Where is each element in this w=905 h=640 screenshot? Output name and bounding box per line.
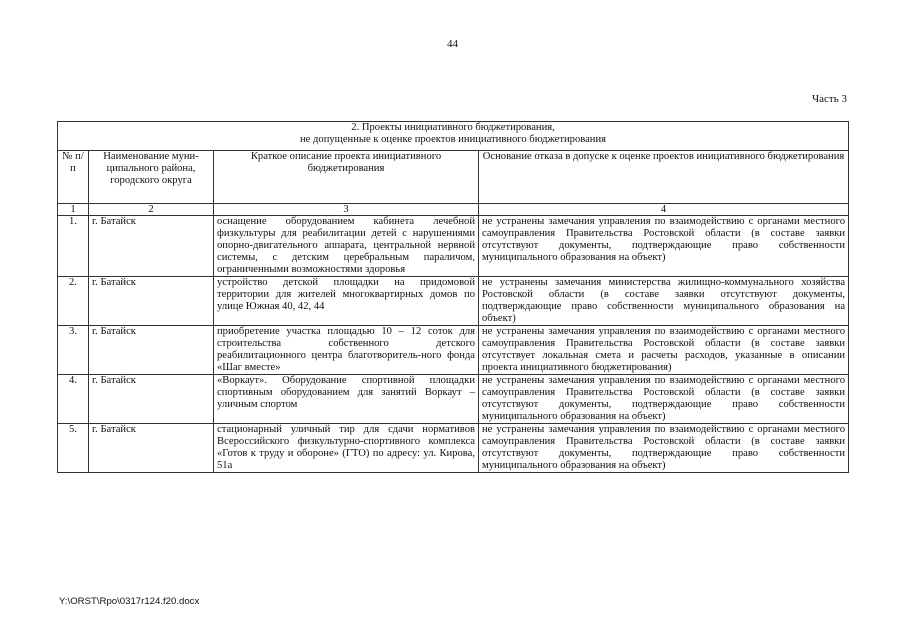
table-row [58,375,849,424]
rejected-projects-table [57,121,849,473]
table-title [58,122,849,151]
header-description: Краткое описание проекта инициативного бюджетирования [214,151,479,204]
page-number: 44 [447,38,458,50]
header-municipality: Наименование муни-ципального района, городского округа [89,151,214,204]
row-municipality: г. Батайск [89,277,214,326]
table-row [58,326,849,375]
table-title-line1: 2. Проекты инициативного бюджетирования, [351,122,555,133]
row-reason: не устранены замечания управления по взаимодействию с органами местного самоуправления Правительства Ростовской области (в составе заявки отсутствуют документы, подтверждающие право собственности муниципального образования на объект) [479,216,849,277]
row-number: 4. [58,375,89,424]
row-municipality: г. Батайск [89,375,214,424]
table-row [58,277,849,326]
row-reason: не устранены замечания управления по взаимодействию с органами местного самоуправления Правительства Ростовской области (в составе заявки отсутствуют документы, подтверждающие право собственности муниципального образования на объект) [479,375,849,424]
table-row [58,424,849,473]
column-number: 3 [214,204,479,216]
row-number: 3. [58,326,89,375]
row-reason: не устранены замечания управления по взаимодействию с органами местного самоуправления Правительства Ростовской области (в составе заявки отсутствует локальная смета и расчеты расходов, указанные в описании проекта инициативного бюджетирования) [479,326,849,375]
row-description: приобретение участка площадью 10 – 12 соток для строительства собственного детского реабилитационного центра благотворитель-ного фонда «Шаг вместе» [214,326,479,375]
header-num: № п/п [58,151,89,204]
table-title-line2: не допущенные к оценке проектов инициативного бюджетирования [300,134,607,145]
part-label: Часть 3 [812,93,847,105]
row-municipality: г. Батайск [89,216,214,277]
row-reason: не устранены замечания министерства жилищно-коммунального хозяйства Ростовской области (в составе заявки отсутствуют документы, подтверждающие право собственности муниципального образования на объект) [479,277,849,326]
column-number: 2 [89,204,214,216]
header-reason: Основание отказа в допуске к оценке проектов инициативного бюджетирования [479,151,849,204]
row-municipality: г. Батайск [89,424,214,473]
row-description: оснащение оборудованием кабинета лечебной физкультуры для реабилитации детей с нарушениями опорно-двигательного аппарата, центральной нервной системы, с детским церебральным параличом, ограниченными возможностями здоровья [214,216,479,277]
row-description: стационарный уличный тир для сдачи нормативов Всероссийского физкультурно-спортивного комплекса «Готов к труду и обороне» (ГТО) по адресу: ул. Кирова, 51а [214,424,479,473]
row-reason: не устранены замечания управления по взаимодействию с органами местного самоуправления Правительства Ростовской области (в составе заявки отсутствуют документы, подтверждающие право собственности муниципального образования на объект) [479,424,849,473]
column-number: 1 [58,204,89,216]
row-number: 2. [58,277,89,326]
row-description: устройство детской площадки на придомовой территории для жителей многоквартирных домов по улице Южная 40, 42, 44 [214,277,479,326]
row-number: 1. [58,216,89,277]
footer-file-path: Y:\ORST\Rpo\0317r124.f20.docx [59,596,200,607]
row-municipality: г. Батайск [89,326,214,375]
column-number-row [58,204,849,216]
table-row [58,216,849,277]
row-number: 5. [58,424,89,473]
column-number: 4 [479,204,849,216]
row-description: «Воркаут». Оборудование спортивной площадки спортивным оборудованием для занятий Воркаут – уличным спортом [214,375,479,424]
header-row [58,151,849,204]
